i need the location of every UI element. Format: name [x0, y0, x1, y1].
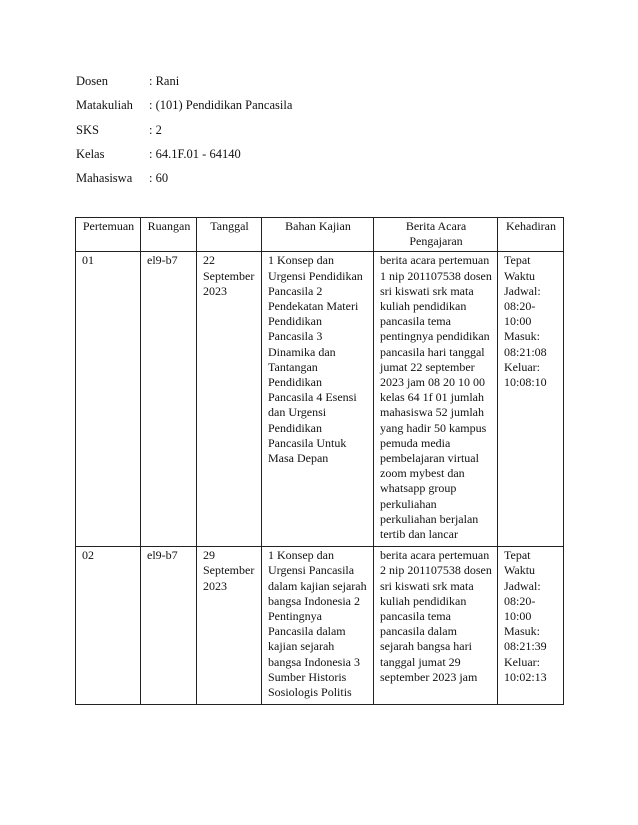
info-label: SKS — [76, 122, 99, 137]
cell-berita-acara — [374, 547, 498, 705]
cell-kehadiran — [498, 547, 564, 705]
column-header: Pertemuan — [76, 218, 141, 252]
info-label: Kelas — [76, 146, 105, 161]
table-row — [76, 252, 564, 547]
cell-text: 1 Konsep dan Urgensi Pancasila dalam kajian sejarah bangsa Indonesia 2 Pentingnya Pancasila dalam kajian sejarah bangsa Indonesia 3 Sumber Historis Sosiologis Politis — [268, 548, 367, 700]
cell-ruangan: el9-b7 — [141, 252, 197, 547]
column-header: Tanggal — [197, 218, 262, 252]
info-value: : 64.1F.01 - 64140 — [149, 146, 241, 161]
cell-berita-acara: berita acara pertemuan 1 nip 201107538 dosen sri kiswati srk mata kuliah pendidikan pancasila tema pentingnya pendidikan pancasila hari tanggal jumat 22 september 2023 jam 08 20 10 00 kelas 64 1f 01 jumlah mahasiswa 52 jumlah yang hadir 50 kampus pemuda media pembelajaran virtual zoom mybest dan whatsapp group perkuliahan perkuliahan berjalan tertib dan lancar — [374, 252, 498, 547]
cell-text: el9-b7 — [147, 548, 178, 563]
cell-pertemuan: 01 — [76, 252, 141, 547]
cell-ruangan — [141, 547, 197, 705]
info-label: Dosen — [76, 74, 108, 88]
info-label: Matakuliah — [76, 98, 133, 113]
table-header-row — [76, 218, 564, 252]
cell-text: Tepat Waktu Jadwal: 08:20-10:00 Masuk: 08:21:39 Keluar: 10:02:13 — [504, 548, 547, 684]
cell-text: 02 — [82, 548, 94, 563]
info-value: : (101) Pendidikan Pancasila — [149, 98, 293, 113]
column-header: Ruangan — [141, 218, 197, 252]
attendance-table — [75, 217, 564, 705]
column-header: Kehadiran — [498, 218, 564, 252]
info-value: : 2 — [149, 122, 162, 137]
cell-bahan-kajian — [262, 547, 374, 705]
cell-tanggal — [197, 547, 262, 705]
cell-text: 29 September 2023 — [203, 548, 255, 593]
cell-kehadiran: Tepat Waktu Jadwal: 08:20-10:00 Masuk: 08:21:08 Keluar: 10:08:10 — [498, 252, 564, 547]
cell-bahan-kajian: 1 Konsep dan Urgensi Pendidikan Pancasila 2 Pendekatan Materi Pendidikan Pancasila 3 Dinamika dan Tantangan Pendidikan Pancasila 4 Esensi dan Urgensi Pendidikan Pancasila Untuk Masa Depan — [262, 252, 374, 547]
cell-tanggal: 22 September 2023 — [197, 252, 262, 547]
cell-text: berita acara pertemuan 2 nip 201107538 dosen sri kiswati srk mata kuliah pendidikan pancasila tema pancasila dalam sejarah bangsa hari tanggal jumat 29 september 2023 jam — [380, 548, 492, 684]
table-row — [76, 547, 564, 705]
cell-pertemuan — [76, 547, 141, 705]
info-label: Mahasiswa — [76, 171, 133, 186]
info-value: : Rani — [149, 74, 180, 88]
info-value: : 60 — [149, 171, 169, 186]
column-header: Bahan Kajian — [262, 218, 374, 252]
column-header: Berita Acara Pengajaran — [374, 218, 498, 252]
